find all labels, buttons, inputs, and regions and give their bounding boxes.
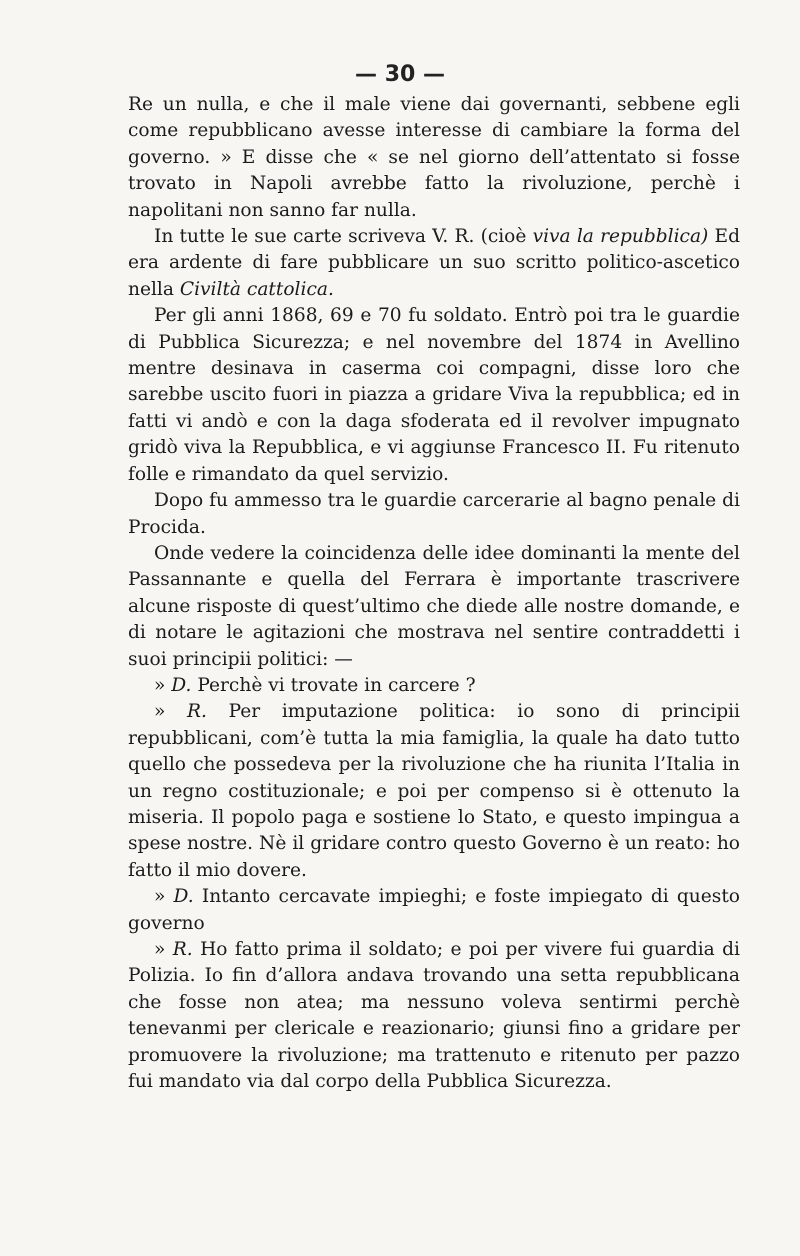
dialogue-question-2 — [128, 884, 740, 937]
dialogue-text: Intanto cercavate impieghi; e foste impiegato di questo governo — [128, 886, 740, 934]
quote-mark: » — [154, 674, 172, 696]
paragraph-5: Onde vedere la coincidenza delle idee dominanti la mente del Passannante e quella del Ferrara è importante trascrivere alcune risposte di quest’ultimo che diede alle nostre domande, e di notare le agitazioni che mostrava nel sentire contraddetti i suoi principii politici: — — [128, 542, 740, 670]
paragraph-2-text-b: Ed era ardente di fare pubblicare un suo scritto politico-ascetico nella — [128, 226, 740, 300]
quote-mark: » — [154, 886, 174, 908]
quote-mark: » — [154, 939, 173, 960]
quote-mark: » — [154, 701, 188, 723]
speaker-label: R. — [172, 939, 193, 960]
speaker-label: D. — [173, 886, 194, 908]
paragraph-2-italic-2: Civiltà cattolica. — [179, 278, 334, 300]
dialogue-answer-1 — [128, 699, 740, 884]
dialogue-answer-2 — [128, 937, 740, 1095]
body-text — [128, 92, 740, 1095]
dialogue-text: Perchè vi trovate in carcere ? — [191, 674, 476, 696]
paragraph-2-text-a: In tutte le sue carte scriveva V. R. (cioè — [154, 226, 533, 248]
dialogue-question-1 — [128, 673, 740, 699]
dialogue-text: Ho fatto prima il soldato; e poi per vivere fui guardia di Polizia. Io fin d’allora andava trovando una setta repubblicana che fosse non atea; ma nessuno voleva sentirmi perchè tenevanmi per clericale e reazionario; giunsi fino a gridare per promuovere la rivoluzione; ma trattenuto e ritenuto per pazzo fui mandato via dal corpo della Pubblica Sicurezza. — [128, 939, 740, 1093]
paragraph-1: Re un nulla, e che il male viene dai governanti, sebbene egli come repubblicano avesse interesse di cambiare la forma del governo. » E disse che « se nel giorno dell’attentato si fosse trovato in Napoli avrebbe fatto la rivoluzione, perchè i napolitani non sanno far nulla. — [128, 94, 740, 221]
paragraph-2-italic-1: viva la repubblica) — [532, 226, 709, 248]
paragraph-4: Dopo fu ammesso tra le guardie carcerarie al bagno penale di Procida. — [128, 490, 740, 538]
speaker-label: D. — [171, 674, 192, 696]
page-number: — 30 — — [355, 62, 445, 87]
dialogue-text: Per imputazione politica: io sono di principii repubblicani, com’è tutta la mia famiglia, la quale ha dato tutto quello che possedeva per la rivoluzione che ha riunita l’Italia in un regno costituzionale; e poi per compenso si è ottenuto la miseria. Il popolo paga e sostiene lo Stato, e questo impingua a spese nostre. Nè il gridare contro questo Governo è un reato: ho fatto il mio dovere. — [128, 701, 740, 881]
paragraph-2 — [128, 224, 740, 303]
speaker-label: R. — [187, 701, 207, 723]
paragraph-3: Per gli anni 1868, 69 e 70 fu soldato. Entrò poi tra le guardie di Pubblica Sicurezza; e nel novembre del 1874 in Avellino mentre desinava in caserma coi compagni, disse loro che sarebbe uscito fuori in piazza a gridare Viva la repubblica; ed in fatti vi andò e con la daga sfoderata ed il revolver impugnato gridò viva la Repubblica, e vi aggiunse Francesco II. Fu ritenuto folle e rimandato da quel servizio. — [128, 305, 740, 485]
